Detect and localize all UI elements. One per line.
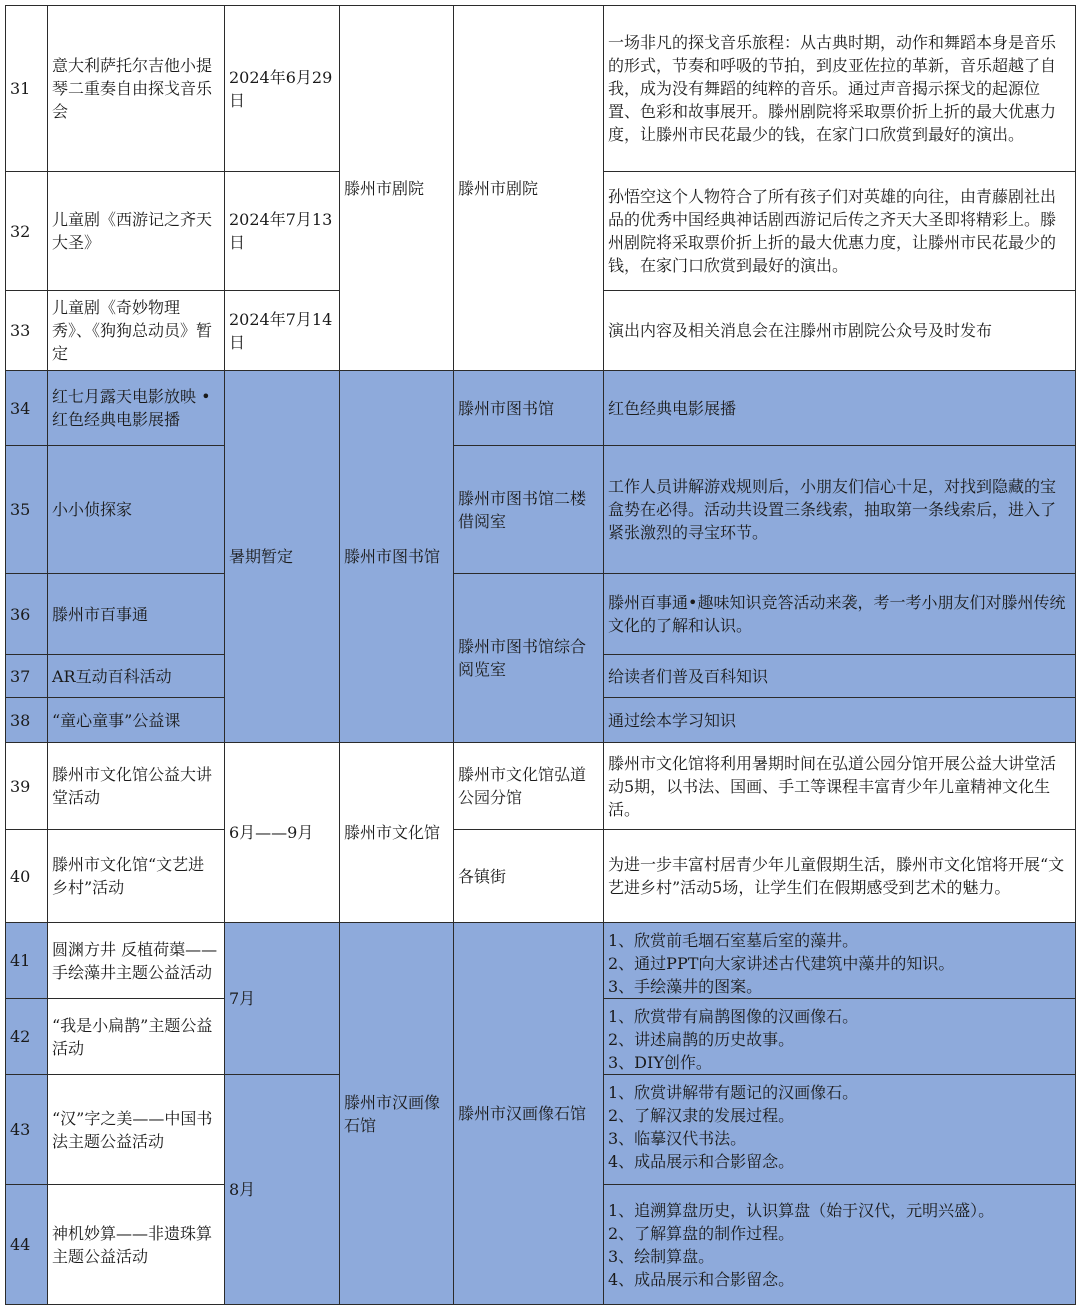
activity-description: 1、欣赏前毛堌石室墓后室的藻井。 2、通过PPT向大家讲述古代建筑中藻井的知识。 3、手绘藻井的图案。 — [604, 923, 1076, 999]
activity-name: 红七月露天电影放映 • 红色经典电影展播 — [48, 371, 225, 446]
activity-description: 红色经典电影展播 — [604, 371, 1076, 446]
venue-cell: 滕州市汉画像石馆 — [454, 923, 604, 1305]
activity-date: 2024年7月14日 — [225, 291, 340, 371]
row-number: 34 — [6, 371, 48, 446]
row-number: 37 — [6, 655, 48, 698]
table-row — [6, 743, 1076, 830]
row-number: 35 — [6, 446, 48, 574]
activity-date: 8月 — [225, 1075, 340, 1305]
row-number: 36 — [6, 574, 48, 655]
activity-description: 孙悟空这个人物符合了所有孩子们对英雄的向往，由青藤剧社出品的优秀中国经典神话剧西游记后传之齐天大圣即将精彩上。滕州剧院将采取票价折上折的最大优惠力度，让滕州市民花最少的钱，在家门口欣赏到最好的演出。 — [604, 172, 1076, 291]
activity-description: 演出内容及相关消息会在注滕州市剧院公众号及时发布 — [604, 291, 1076, 371]
activity-description: 工作人员讲解游戏规则后，小朋友们信心十足，对找到隐藏的宝盒势在必得。活动共设置三条线索，抽取第一条线索后，进入了紧张激烈的寻宝环节。 — [604, 446, 1076, 574]
activity-description: 1、追溯算盘历史，认识算盘（始于汉代，元明兴盛）。 2、了解算盘的制作过程。 3、绘制算盘。 4、成品展示和合影留念。 — [604, 1185, 1076, 1305]
table-row — [6, 446, 1076, 574]
activity-name: 滕州市文化馆“文艺进乡村”活动 — [48, 830, 225, 923]
activity-name: 小小侦探家 — [48, 446, 225, 574]
venue-cell: 各镇街 — [454, 830, 604, 923]
row-number: 44 — [6, 1185, 48, 1305]
row-number: 43 — [6, 1075, 48, 1185]
row-number: 33 — [6, 291, 48, 371]
activity-name: 滕州市百事通 — [48, 574, 225, 655]
organizer-cell: 滕州市剧院 — [340, 6, 454, 371]
activity-name: 意大利萨托尔吉他小提琴二重奏自由探戈音乐会 — [48, 6, 225, 172]
activity-name: 滕州市文化馆公益大讲堂活动 — [48, 743, 225, 830]
activity-description: 1、欣赏带有扁鹊图像的汉画像石。 2、讲述扁鹊的历史故事。 3、DIY创作。 — [604, 999, 1076, 1075]
activity-name: 儿童剧《西游记之齐天大圣》 — [48, 172, 225, 291]
organizer-cell: 滕州市汉画像石馆 — [340, 923, 454, 1305]
table-row — [6, 371, 1076, 446]
activity-date: 6月——9月 — [225, 743, 340, 923]
table-row — [6, 923, 1076, 999]
activity-name: “汉”字之美——中国书法主题公益活动 — [48, 1075, 225, 1185]
row-number: 38 — [6, 698, 48, 743]
table-row — [6, 574, 1076, 655]
venue-cell: 滕州市图书馆综合阅览室 — [454, 574, 604, 743]
row-number: 41 — [6, 923, 48, 999]
activity-date: 2024年6月29日 — [225, 6, 340, 172]
activity-date: 2024年7月13日 — [225, 172, 340, 291]
venue-cell: 滕州市剧院 — [454, 6, 604, 371]
activity-description: 滕州市文化馆将利用暑期时间在弘道公园分馆开展公益大讲堂活动5期，以书法、国画、手工等课程丰富青少年儿童精神文化生活。 — [604, 743, 1076, 830]
organizer-cell: 滕州市文化馆 — [340, 743, 454, 923]
activity-description: 给读者们普及百科知识 — [604, 655, 1076, 698]
activity-date: 暑期暂定 — [225, 371, 340, 743]
activity-description: 一场非凡的探戈音乐旅程：从古典时期，动作和舞蹈本身是音乐的形式，节奏和呼吸的节拍，到皮亚佐拉的革新，音乐超越了自我，成为没有舞蹈的纯粹的音乐。通过声音揭示探戈的起源位置、色彩和故事展开。滕州剧院将采取票价折上折的最大优惠力度，让滕州市民花最少的钱，在家门口欣赏到最好的演出。 — [604, 6, 1076, 172]
activity-name: 圆渊方井 反植荷蕖——手绘藻井主题公益活动 — [48, 923, 225, 999]
venue-cell: 滕州市图书馆 — [454, 371, 604, 446]
activity-name: AR互动百科活动 — [48, 655, 225, 698]
activity-date: 7月 — [225, 923, 340, 1075]
activity-description: 为进一步丰富村居青少年儿童假期生活，滕州市文化馆将开展“文艺进乡村”活动5场，让学生们在假期感受到艺术的魅力。 — [604, 830, 1076, 923]
activity-schedule-table — [5, 5, 1076, 1305]
activity-description: 通过绘本学习知识 — [604, 698, 1076, 743]
row-number: 32 — [6, 172, 48, 291]
activity-description: 滕州百事通•趣味知识竞答活动来袭，考一考小朋友们对滕州传统文化的了解和认识。 — [604, 574, 1076, 655]
activity-name: 神机妙算——非遗珠算主题公益活动 — [48, 1185, 225, 1305]
row-number: 31 — [6, 6, 48, 172]
row-number: 40 — [6, 830, 48, 923]
activity-name: “童心童事”公益课 — [48, 698, 225, 743]
activity-name: 儿童剧《奇妙物理秀》、《狗狗总动员》暂定 — [48, 291, 225, 371]
organizer-cell: 滕州市图书馆 — [340, 371, 454, 743]
activity-name: “我是小扁鹊”主题公益活动 — [48, 999, 225, 1075]
table-row — [6, 6, 1076, 172]
row-number: 42 — [6, 999, 48, 1075]
activity-description: 1、欣赏讲解带有题记的汉画像石。 2、了解汉隶的发展过程。 3、临摹汉代书法。 4、成品展示和合影留念。 — [604, 1075, 1076, 1185]
venue-cell: 滕州市图书馆二楼借阅室 — [454, 446, 604, 574]
table-row — [6, 830, 1076, 923]
row-number: 39 — [6, 743, 48, 830]
venue-cell: 滕州市文化馆弘道公园分馆 — [454, 743, 604, 830]
